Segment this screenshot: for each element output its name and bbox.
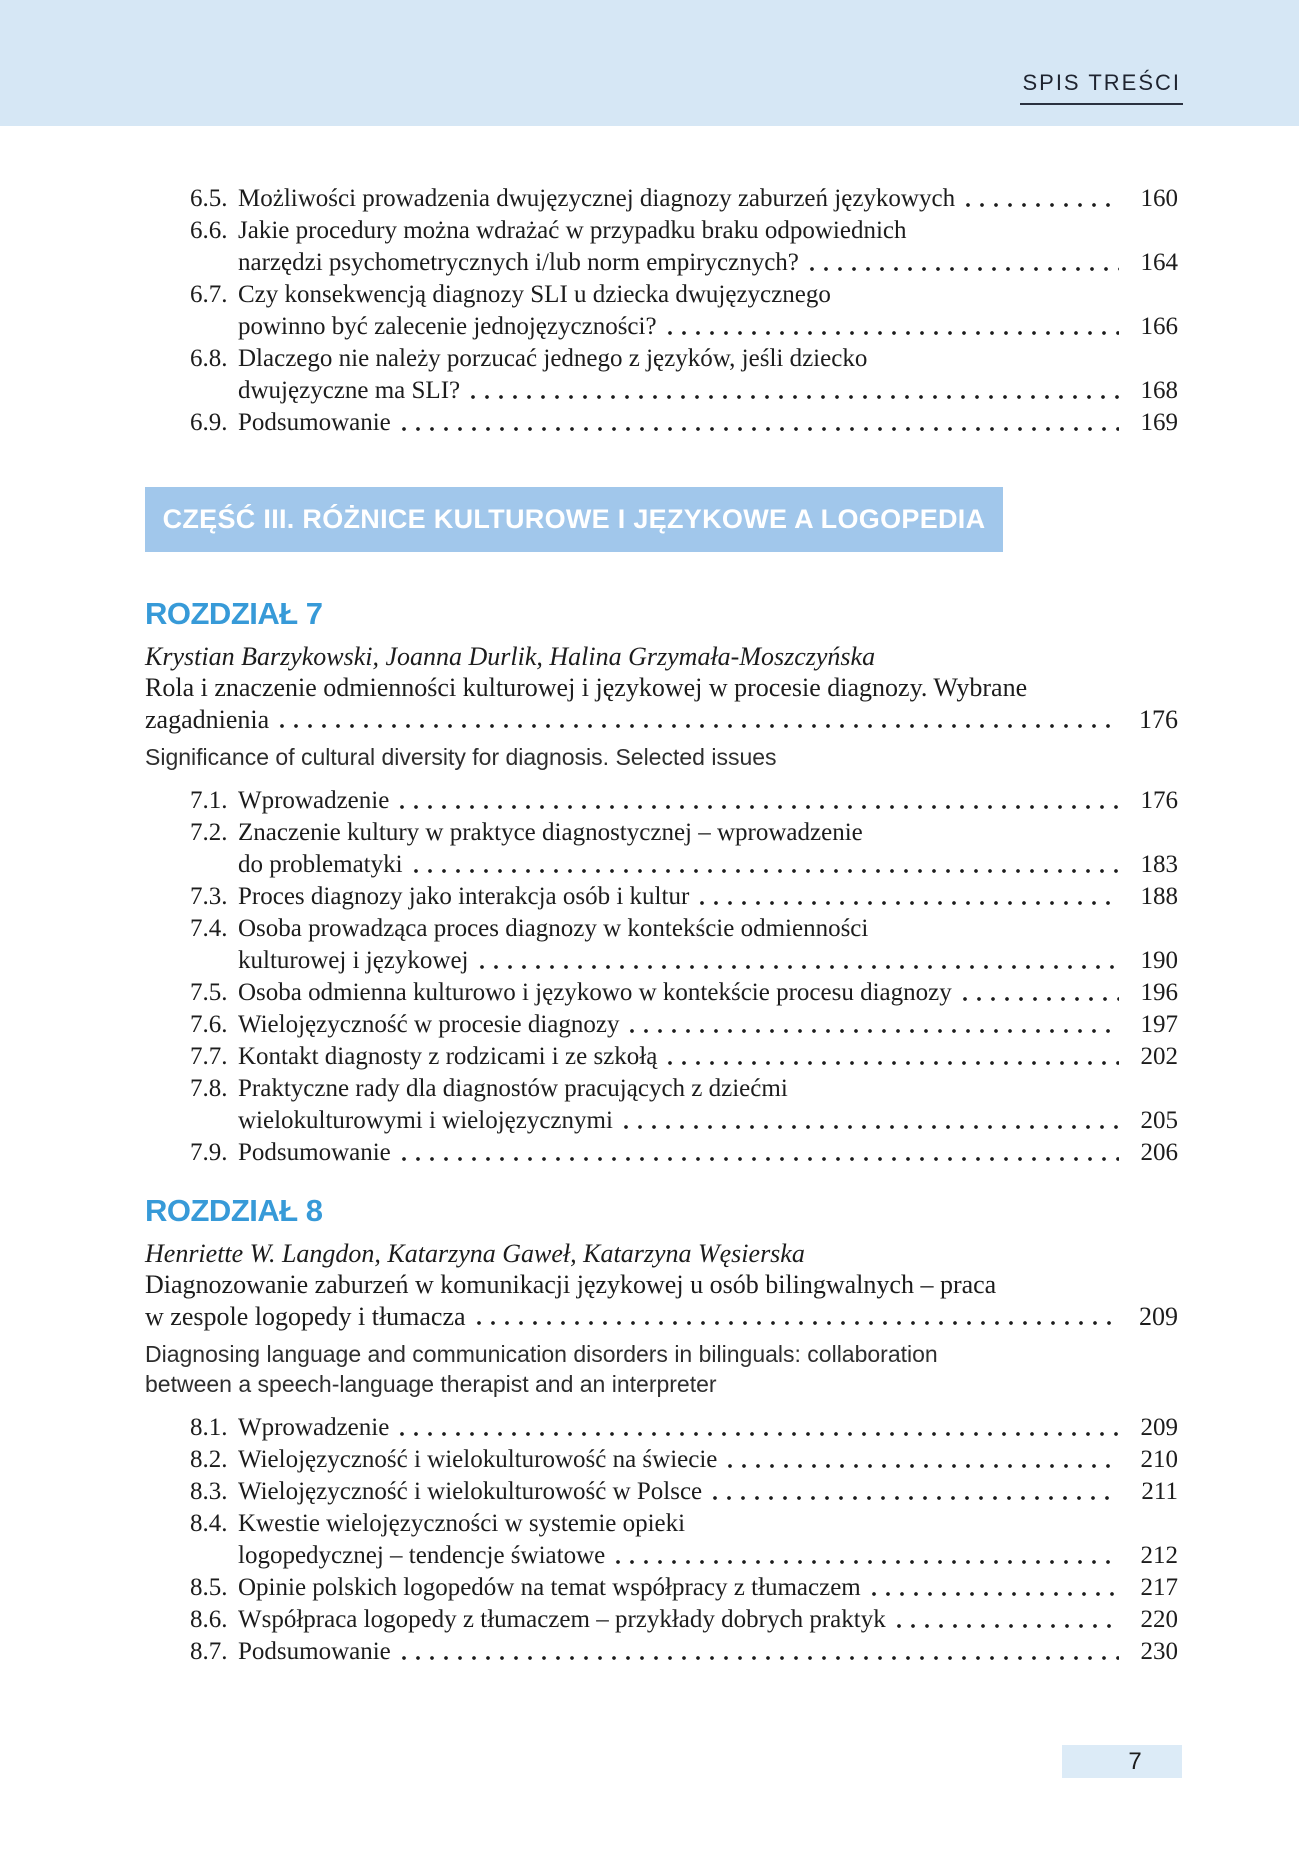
chapter-8-title: [145, 1269, 1178, 1333]
entry-number: 6.7.: [190, 281, 228, 308]
toc-content: [145, 126, 1178, 1668]
toc-line: [190, 1073, 1178, 1105]
toc-entry: [190, 1508, 1178, 1572]
toc-line: [190, 1041, 1178, 1073]
dot-leader: [471, 375, 1119, 407]
dot-leader: [480, 945, 1120, 977]
entry-number: 7.1.: [190, 787, 228, 814]
dot-leader: [668, 311, 1119, 343]
toc-entry: [190, 1137, 1178, 1169]
toc-header-label: SPIS TREŚCI: [1020, 70, 1183, 105]
toc-line: [190, 881, 1178, 913]
toc-line: [145, 1269, 1178, 1301]
chapter-7-heading: ROZDZIAŁ 7: [145, 596, 323, 631]
entry-title: powinno być zalecenie jednojęzyczności?: [238, 313, 657, 340]
entry-title: Rola i znaczenie odmienności kulturowej i językowej w procesie diagnozy. Wybrane: [145, 673, 1028, 702]
dot-leader: [897, 1604, 1119, 1636]
toc-entry: [190, 215, 1178, 279]
entry-title: Praktyczne rady dla diagnostów pracujących z dziećmi: [238, 1075, 788, 1102]
toc-line: [190, 1604, 1178, 1636]
entry-number: 8.6.: [190, 1606, 228, 1633]
page-ref: 197: [1140, 1011, 1178, 1038]
part-iii-banner: [145, 487, 1003, 552]
page-ref: 210: [1140, 1446, 1178, 1473]
dot-leader: [400, 1412, 1119, 1444]
entry-title: w zespole logopedy i tłumacza: [145, 1302, 466, 1331]
toc-line: [190, 945, 1178, 977]
toc-entry: [190, 183, 1178, 215]
chapter-8-heading: ROZDZIAŁ 8: [145, 1193, 323, 1228]
toc-line: [145, 672, 1178, 704]
toc-line: [145, 704, 1178, 736]
toc-line: [190, 977, 1178, 1009]
dot-leader: [402, 1137, 1119, 1169]
dot-leader: [668, 1041, 1119, 1073]
toc-line: [190, 247, 1178, 279]
entry-title: Osoba prowadząca proces diagnozy w kontekście odmienności: [238, 915, 869, 942]
dot-leader: [400, 785, 1119, 817]
entry-title: Wielojęzyczność w procesie diagnozy: [238, 1011, 620, 1038]
page-number: 7: [1128, 1747, 1142, 1775]
toc-entry: [190, 1041, 1178, 1073]
chapter-8-block: [145, 1193, 1178, 1668]
toc-line: [190, 343, 1178, 375]
toc-line: [190, 375, 1178, 407]
entry-number: 6.8.: [190, 345, 228, 372]
page-ref: 217: [1140, 1574, 1178, 1601]
toc-entry: [190, 913, 1178, 977]
chapter-7-authors: Krystian Barzykowski, Joanna Durlik, Halina Grzymała-Moszczyńska: [145, 642, 876, 671]
dot-leader: [810, 247, 1119, 279]
entry-number: 8.5.: [190, 1574, 228, 1601]
toc-line: [190, 1105, 1178, 1137]
toc-entry: [190, 881, 1178, 913]
toc-line: [190, 785, 1178, 817]
toc-line: [190, 913, 1178, 945]
page-ref: 168: [1140, 377, 1178, 404]
toc-entry: [190, 1073, 1178, 1137]
dot-leader: [477, 1301, 1119, 1333]
entry-title: Diagnozowanie zaburzeń w komunikacji językowej u osób bilingwalnych – praca: [145, 1270, 997, 1299]
header-band: [0, 0, 1299, 126]
entry-title: dwujęzyczne ma SLI?: [238, 377, 461, 404]
entry-title: wielokulturowymi i wielojęzycznymi: [238, 1107, 613, 1134]
entry-number: 6.9.: [190, 409, 228, 436]
entry-title: Podsumowanie: [238, 1139, 391, 1166]
toc-entry: [190, 785, 1178, 817]
page-ref: 190: [1140, 947, 1178, 974]
entry-title: kulturowej i językowej: [238, 947, 469, 974]
toc-entry: [190, 1636, 1178, 1668]
entry-title: Wielojęzyczność i wielokulturowość w Polsce: [238, 1478, 703, 1505]
toc-line: [190, 1508, 1178, 1540]
toc-line: [190, 1444, 1178, 1476]
toc-entry: [190, 343, 1178, 407]
toc-line: [190, 1137, 1178, 1169]
toc-line: [190, 1009, 1178, 1041]
entry-title: Proces diagnozy jako interakcja osób i kultur: [238, 883, 690, 910]
entry-number: 8.3.: [190, 1478, 228, 1505]
toc-line: [190, 407, 1178, 439]
toc-entry: [190, 407, 1178, 439]
toc-line: [190, 1636, 1178, 1668]
entry-title: Możliwości prowadzenia dwujęzycznej diagnozy zaburzeń językowych: [238, 185, 956, 212]
entry-title: Współpraca logopedy z tłumaczem – przykłady dobrych praktyk: [238, 1606, 886, 1633]
toc-entry: [190, 817, 1178, 881]
entry-number: 7.3.: [190, 883, 228, 910]
toc-line: [190, 817, 1178, 849]
page-ref: 183: [1140, 851, 1178, 878]
entry-number: 6.6.: [190, 217, 228, 244]
toc-entry: [190, 1412, 1178, 1444]
page-ref: 164: [1140, 249, 1178, 276]
page-ref: 202: [1140, 1043, 1178, 1070]
entry-number: 7.6.: [190, 1011, 228, 1038]
entry-title: Opinie polskich logopedów na temat współpracy z tłumaczem: [238, 1574, 861, 1601]
toc-line: [190, 311, 1178, 343]
entry-title: zagadnienia: [145, 705, 270, 734]
page-ref: 230: [1140, 1638, 1178, 1665]
entry-title: Wprowadzenie: [238, 1414, 390, 1441]
chapter-7-subtitle: Significance of cultural diversity for diagnosis. Selected issues: [145, 744, 777, 770]
entry-title: logopedycznej – tendencje światowe: [238, 1542, 606, 1569]
dot-leader: [713, 1476, 1119, 1508]
entry-title: narzędzi psychometrycznych i/lub norm empirycznych?: [238, 249, 799, 276]
page-ref: 209: [1139, 1302, 1178, 1331]
toc-section-8: [145, 1412, 1178, 1668]
entry-title: Kontakt diagnosty z rodzicami i ze szkołą: [238, 1043, 658, 1070]
dot-leader: [402, 407, 1119, 439]
part-iii-banner-label: CZĘŚĆ III. RÓŻNICE KULTUROWE I JĘZYKOWE A LOGOPEDIA: [162, 504, 986, 534]
toc-line: [190, 183, 1178, 215]
entry-title: Dlaczego nie należy porzucać jednego z języków, jeśli dziecko: [238, 345, 868, 372]
dot-leader: [616, 1540, 1119, 1572]
entry-title: Kwestie wielojęzyczności w systemie opieki: [238, 1510, 686, 1537]
entry-title: Jakie procedury można wdrażać w przypadku braku odpowiednich: [238, 217, 907, 244]
toc-entry: [145, 672, 1178, 736]
entry-number: 7.7.: [190, 1043, 228, 1070]
page-ref: 206: [1140, 1139, 1178, 1166]
toc-entry: [190, 1572, 1178, 1604]
dot-leader: [700, 881, 1119, 913]
chapter-8-authors: Henriette W. Langdon, Katarzyna Gaweł, Katarzyna Węsierska: [145, 1239, 805, 1268]
dot-leader: [963, 977, 1119, 1009]
dot-leader: [414, 849, 1119, 881]
toc-entry: [145, 1269, 1178, 1333]
page-ref: 176: [1140, 787, 1178, 814]
toc-entry: [190, 977, 1178, 1009]
entry-title: Osoba odmienna kulturowo i językowo w kontekście procesu diagnozy: [238, 979, 952, 1006]
entry-number: 7.2.: [190, 819, 228, 846]
dot-leader: [624, 1105, 1119, 1137]
dot-leader: [280, 704, 1119, 736]
page-number-box: [1062, 1745, 1182, 1778]
page-ref: 220: [1140, 1606, 1178, 1633]
page-ref: 212: [1140, 1542, 1178, 1569]
entry-number: 8.1.: [190, 1414, 228, 1441]
toc-entry: [190, 1476, 1178, 1508]
chapter-8-subtitle-line-2: between a speech-language therapist and an interpreter: [145, 1371, 717, 1397]
toc-line: [190, 1412, 1178, 1444]
toc-line: [190, 1572, 1178, 1604]
page-ref: 205: [1140, 1107, 1178, 1134]
toc-line: [190, 279, 1178, 311]
toc-section-7: [145, 785, 1178, 1169]
entry-title: Czy konsekwencją diagnozy SLI u dziecka dwujęzycznego: [238, 281, 831, 308]
entry-number: 8.7.: [190, 1638, 228, 1665]
entry-title: Podsumowanie: [238, 409, 391, 436]
page-ref: 188: [1140, 883, 1178, 910]
toc-line: [145, 1301, 1178, 1333]
chapter-8-subtitle: [145, 1339, 1178, 1399]
entry-number: 7.5.: [190, 979, 228, 1006]
page-ref: 166: [1140, 313, 1178, 340]
dot-leader: [728, 1444, 1119, 1476]
toc-entry: [190, 1009, 1178, 1041]
page-ref: 176: [1139, 705, 1178, 734]
entry-number: 7.8.: [190, 1075, 228, 1102]
dot-leader: [402, 1636, 1119, 1668]
dot-leader: [966, 183, 1119, 215]
entry-number: 8.4.: [190, 1510, 228, 1537]
toc-entry: [190, 1444, 1178, 1476]
entry-title: Podsumowanie: [238, 1638, 391, 1665]
toc-entry: [190, 1604, 1178, 1636]
toc-entry: [190, 279, 1178, 343]
dot-leader: [872, 1572, 1119, 1604]
chapter-7-title: [145, 672, 1178, 736]
entry-number: 8.2.: [190, 1446, 228, 1473]
entry-number: 6.5.: [190, 185, 228, 212]
chapter-8-subtitle-line-1: Diagnosing language and communication disorders in bilinguals: collaboration: [145, 1341, 938, 1367]
entry-title: Znaczenie kultury w praktyce diagnostycznej – wprowadzenie: [238, 819, 863, 846]
page-ref: 169: [1140, 409, 1178, 436]
entry-title: Wielojęzyczność i wielokulturowość na świecie: [238, 1446, 718, 1473]
page-ref: 160: [1140, 185, 1178, 212]
toc-line: [190, 849, 1178, 881]
entry-title: do problematyki: [238, 851, 403, 878]
page-ref: 209: [1140, 1414, 1178, 1441]
toc-line: [190, 215, 1178, 247]
toc-line: [190, 1540, 1178, 1572]
entry-number: 7.4.: [190, 915, 228, 942]
entry-title: Wprowadzenie: [238, 787, 390, 814]
page-ref: 211: [1141, 1478, 1178, 1505]
dot-leader: [630, 1009, 1119, 1041]
chapter-7-block: [145, 596, 1178, 1169]
page-ref: 196: [1140, 979, 1178, 1006]
entry-number: 7.9.: [190, 1139, 228, 1166]
toc-section-6: [145, 183, 1178, 439]
toc-line: [190, 1476, 1178, 1508]
